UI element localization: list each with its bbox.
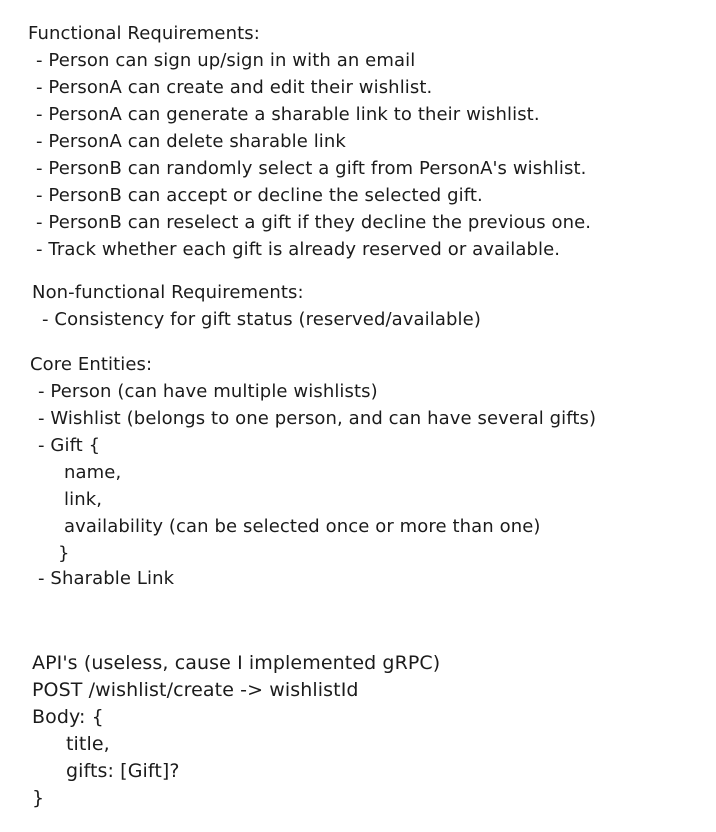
gift-field-link: link, (64, 489, 103, 510)
functional-item-3: - PersonA can generate a sharable link to their wishlist. (36, 104, 540, 125)
functional-item-4: - PersonA can delete sharable link (36, 131, 346, 152)
non-functional-requirements-heading: Non-functional Requirements: (32, 282, 304, 303)
functional-item-1: - Person can sign up/sign in with an email (36, 50, 416, 71)
functional-item-5: - PersonB can randomly select a gift from PersonA's wishlist. (36, 158, 587, 179)
core-entity-person: - Person (can have multiple wishlists) (38, 381, 378, 402)
core-entity-gift-open: - Gift { (38, 435, 101, 456)
core-entity-sharable-link: - Sharable Link (38, 568, 175, 589)
non-functional-item-1: - Consistency for gift status (reserved/available) (42, 309, 481, 330)
functional-item-6: - PersonB can accept or decline the selected gift. (36, 185, 483, 206)
api-body-field-title: title, (66, 733, 110, 755)
functional-item-8: - Track whether each gift is already reserved or available. (36, 239, 561, 260)
gift-field-availability: availability (can be selected once or more than one) (64, 516, 541, 537)
functional-item-7: - PersonB can reselect a gift if they decline the previous one. (36, 212, 592, 233)
api-body-close: } (32, 787, 45, 809)
core-entity-gift-close: } (58, 543, 70, 564)
api-body-open: Body: { (32, 706, 104, 728)
core-entity-wishlist: - Wishlist (belongs to one person, and can have several gifts) (38, 408, 597, 429)
api-endpoint-create: POST /wishlist/create -> wishlistId (32, 679, 359, 701)
gift-field-name: name, (64, 462, 122, 483)
functional-item-2: - PersonA can create and edit their wishlist. (36, 77, 433, 98)
api-body-field-gifts: gifts: [Gift]? (66, 760, 180, 782)
functional-requirements-heading: Functional Requirements: (28, 23, 260, 44)
api-heading: API's (useless, cause I implemented gRPC) (32, 652, 441, 674)
core-entities-heading: Core Entities: (30, 354, 153, 375)
